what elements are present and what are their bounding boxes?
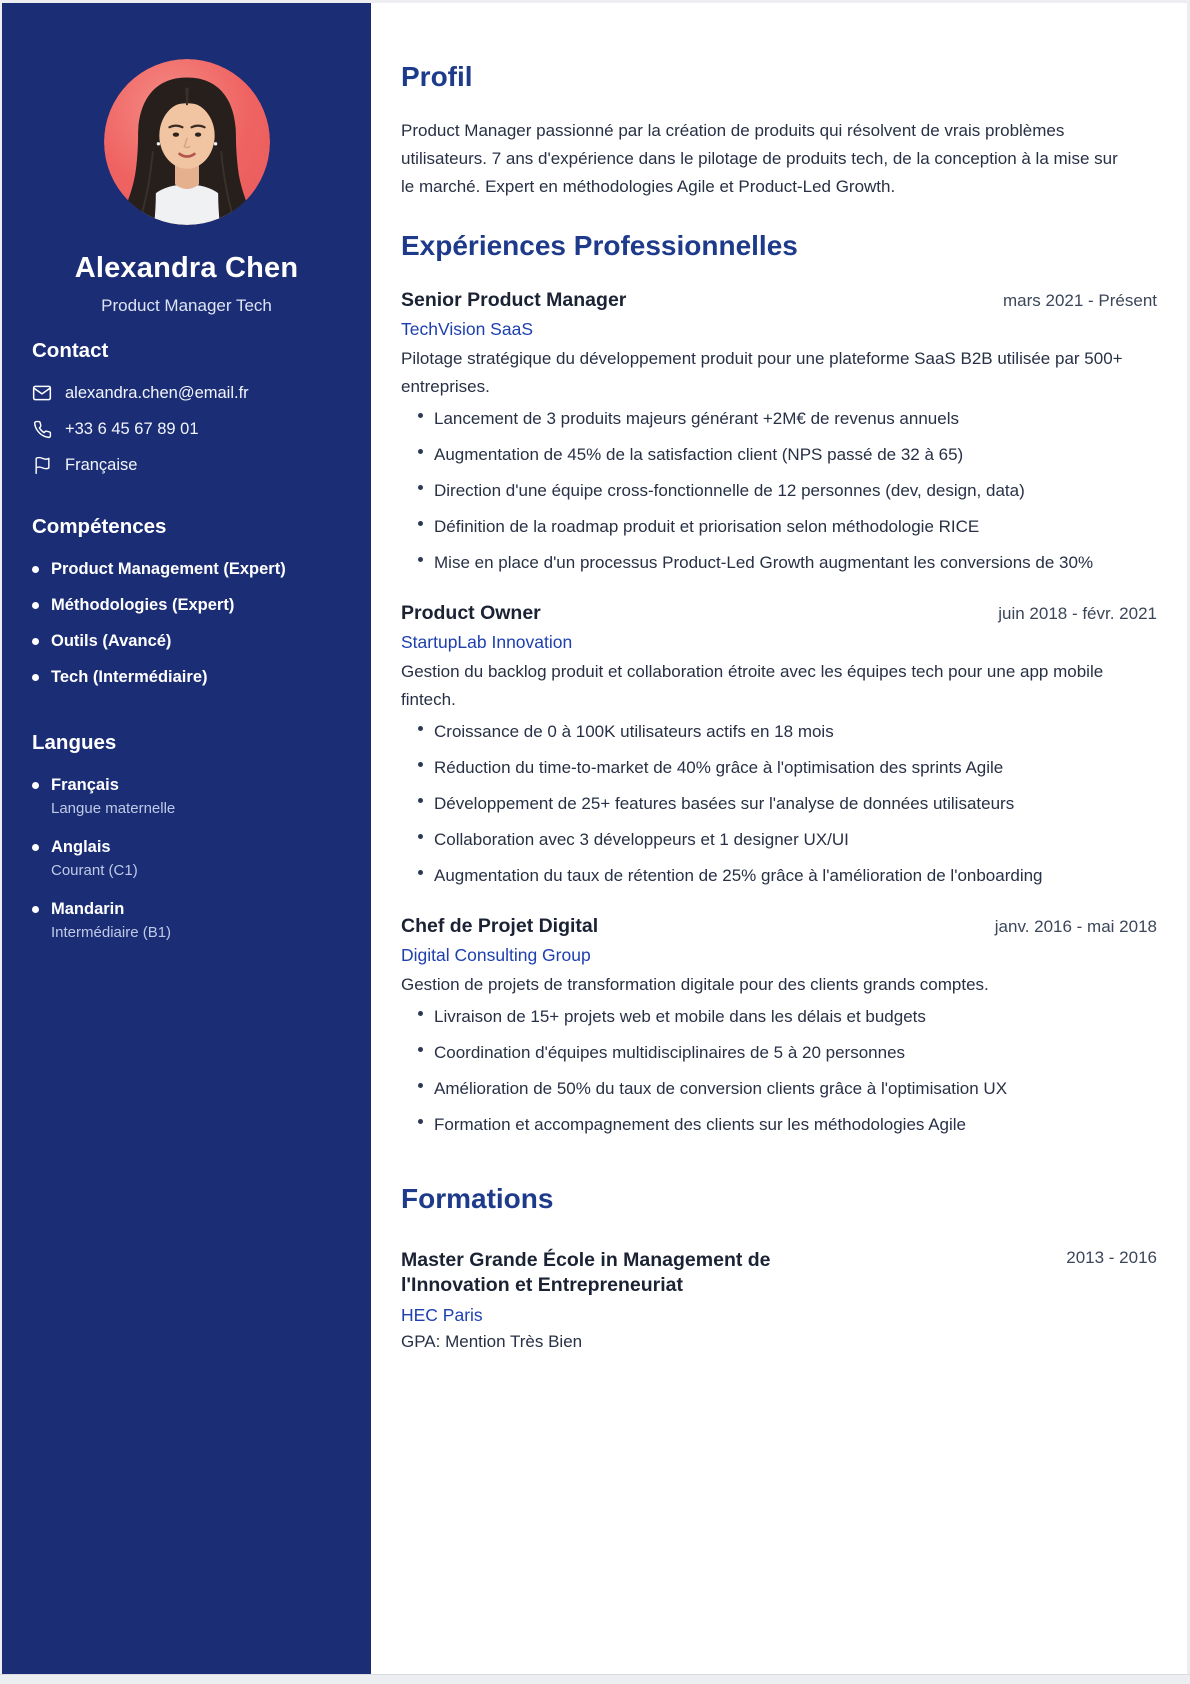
job-achievements <box>401 405 1157 576</box>
achievement-item: Collaboration avec 3 développeurs et 1 designer UX/UI <box>401 826 1129 853</box>
job-description: Pilotage stratégique du développement produit pour une plateforme SaaS B2B utilisée par 500+ entreprises. <box>401 349 1123 396</box>
language-item <box>32 776 341 817</box>
achievement-item: Réduction du time-to-market de 40% grâce à l'optimisation des sprints Agile <box>401 754 1129 781</box>
job-achievements <box>401 718 1157 889</box>
language-item <box>32 900 341 941</box>
job-title: Product Owner <box>401 602 541 624</box>
degree-title: Master Grande École in Management de l'Innovation et Entrepreneuriat <box>401 1249 771 1296</box>
candidate-name: Alexandra Chen <box>74 252 299 284</box>
language-name: Anglais <box>51 838 111 856</box>
portrait-illustration <box>104 59 270 225</box>
job-dates: mars 2021 - Présent <box>1002 291 1157 310</box>
cv-page <box>2 3 1187 1674</box>
sidebar <box>2 3 371 1674</box>
experience-entry <box>401 289 1157 576</box>
achievement-item: Direction d'une équipe cross-fonctionnelle de 12 personnes (dev, design, data) <box>401 477 1129 504</box>
profile-summary: Product Manager passionné par la création de produits qui résolvent de vrais problèmes utilisateurs. 7 ans d'expérience dans le pilotage de produits tech, de la conception à la mise sur le marché. Expert en méthodologies Agile et Product-Led Growth. <box>401 121 1118 196</box>
language-name: Mandarin <box>51 900 125 918</box>
contact-heading: Contact <box>32 339 109 362</box>
language-name: Français <box>51 776 119 794</box>
achievement-item: Coordination d'équipes multidisciplinaires de 5 à 20 personnes <box>401 1039 1129 1066</box>
skill-item: Méthodologies (Expert) <box>32 596 341 615</box>
languages-list <box>32 776 341 941</box>
achievement-item: Lancement de 3 produits majeurs générant +2M€ de revenus annuels <box>401 405 1129 432</box>
profile-section-heading: Profil <box>401 61 473 92</box>
company-name: StartupLab Innovation <box>401 632 573 652</box>
cv-main-content <box>371 3 1187 1674</box>
company-name: Digital Consulting Group <box>401 945 591 965</box>
language-level: Langue maternelle <box>51 800 176 817</box>
skills-heading: Compétences <box>32 515 167 538</box>
achievement-item: Augmentation de 45% de la satisfaction client (NPS passé de 32 à 65) <box>401 441 1129 468</box>
languages-heading: Langues <box>32 731 117 754</box>
contact-phone <box>32 419 341 439</box>
achievement-item: Livraison de 15+ projets web et mobile dans les délais et budgets <box>401 1003 1129 1030</box>
phone-icon <box>32 419 52 439</box>
achievement-item: Développement de 25+ features basées sur l'analyse de données utilisateurs <box>401 790 1129 817</box>
achievement-item: Augmentation du taux de rétention de 25% grâce à l'amélioration de l'onboarding <box>401 862 1129 889</box>
experience-entry <box>401 915 1157 1138</box>
education-entry <box>401 1248 1157 1352</box>
contact-nationality-text: Française <box>65 455 138 474</box>
language-level: Courant (C1) <box>51 862 138 879</box>
skill-item: Outils (Avancé) <box>32 632 341 651</box>
skill-item: Product Management (Expert) <box>32 560 341 579</box>
job-achievements <box>401 1003 1157 1138</box>
school-name: HEC Paris <box>401 1305 483 1325</box>
skill-item: Tech (Intermédiaire) <box>32 668 341 687</box>
job-description: Gestion du backlog produit et collaboration étroite avec les équipes tech pour une app mobile fintech. <box>401 662 1104 709</box>
language-level: Intermédiaire (B1) <box>51 924 172 941</box>
candidate-title: Product Manager Tech <box>101 296 272 315</box>
achievement-item: Mise en place d'un processus Product-Led Growth augmentant les conversions de 30% <box>401 549 1129 576</box>
profile-photo <box>104 59 270 225</box>
education-dates: 2013 - 2016 <box>1066 1248 1157 1267</box>
achievement-item: Amélioration de 50% du taux de conversion clients grâce à l'optimisation UX <box>401 1075 1129 1102</box>
language-item <box>32 838 341 879</box>
contact-email <box>32 383 341 403</box>
envelope-icon <box>32 383 52 403</box>
job-dates: janv. 2016 - mai 2018 <box>994 917 1157 936</box>
contact-nationality <box>32 455 341 475</box>
flag-icon <box>32 455 52 475</box>
job-dates: juin 2018 - févr. 2021 <box>998 604 1157 623</box>
job-title: Senior Product Manager <box>401 289 627 311</box>
gpa-text: GPA: Mention Très Bien <box>401 1332 583 1351</box>
experience-section-heading: Expériences Professionnelles <box>401 230 798 261</box>
job-description: Gestion de projets de transformation digitale pour des clients grands comptes. <box>401 975 989 994</box>
experience-entry <box>401 602 1157 889</box>
contact-phone-text: +33 6 45 67 89 01 <box>65 419 199 438</box>
achievement-item: Formation et accompagnement des clients sur les méthodologies Agile <box>401 1111 1129 1138</box>
company-name: TechVision SaaS <box>401 319 533 339</box>
achievement-item: Croissance de 0 à 100K utilisateurs actifs en 18 mois <box>401 718 1129 745</box>
education-section-heading: Formations <box>401 1183 554 1214</box>
achievement-item: Définition de la roadmap produit et priorisation selon méthodologie RICE <box>401 513 1129 540</box>
skills-list <box>32 560 341 687</box>
contact-email-text: alexandra.chen@email.fr <box>65 383 249 402</box>
job-title: Chef de Projet Digital <box>401 915 599 937</box>
window-bottom-edge <box>0 1674 1190 1675</box>
